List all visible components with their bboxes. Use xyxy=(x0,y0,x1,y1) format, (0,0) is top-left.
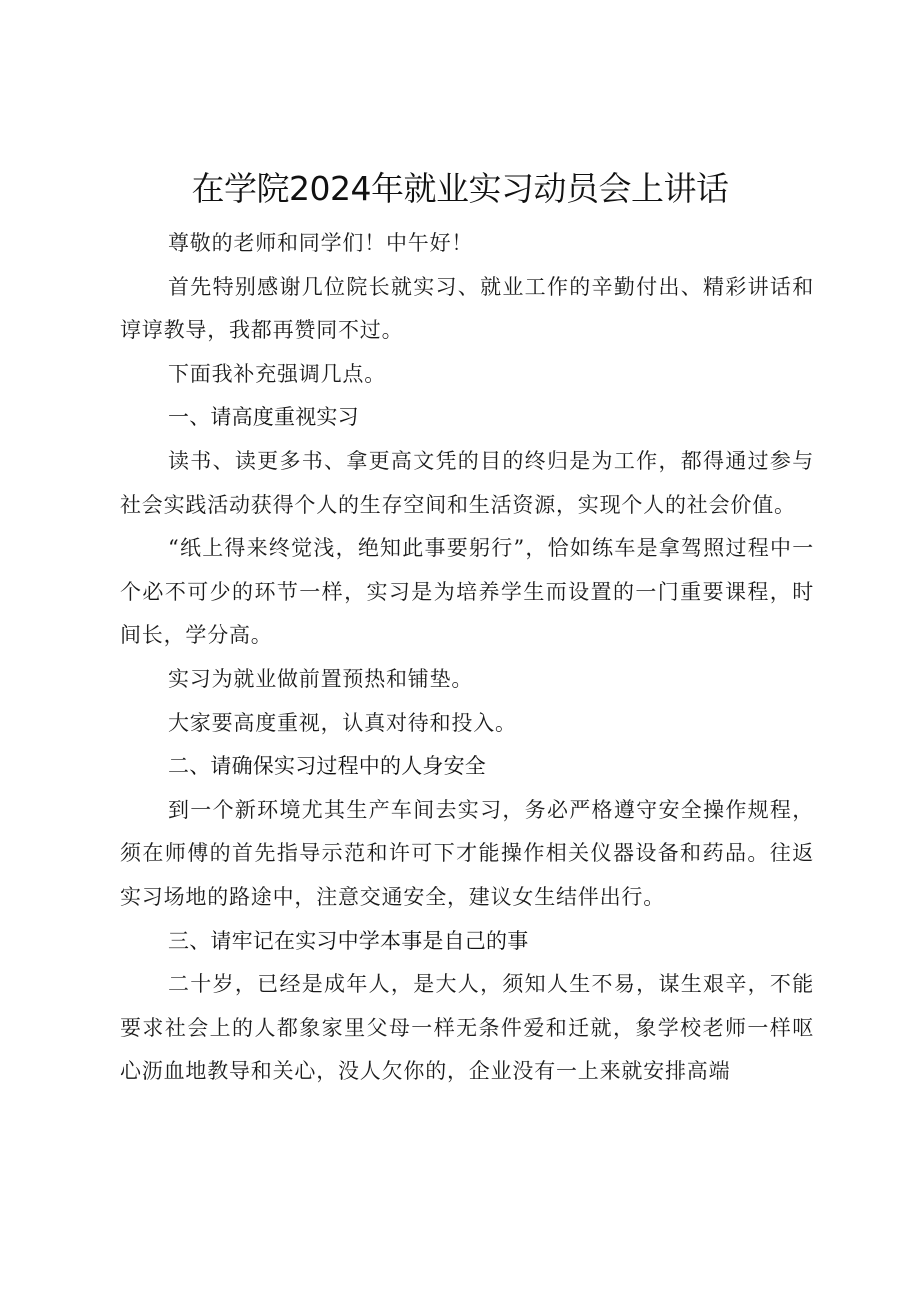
document-body xyxy=(120,222,814,1094)
section3-paragraph: 二十岁，已经是成年人，是大人，须知人生不易，谋生艰辛，不能要求社会上的人都象家里父母一样无条件爱和迁就，象学校老师一样呕心沥血地教导和关心，没人欠你的，企业没有一上来就安排高端 xyxy=(120,972,814,1084)
section1-paragraph: “纸上得来终觉浅，绝知此事要躬行”，恰如练车是拿驾照过程中一个必不可少的环节一样，实习是为培养学生而设置的一门重要课程，时间长，学分高。 xyxy=(120,536,814,648)
section-heading-1: 一、请高度重视实习 xyxy=(168,405,359,430)
section-heading-3: 三、请牢记在实习中学本事是自己的事 xyxy=(168,928,529,953)
section-heading-2: 二、请确保实习过程中的人身安全 xyxy=(168,754,486,779)
section1-paragraph: 实习为就业做前置预热和铺垫。 xyxy=(168,666,474,691)
intro-paragraph: 下面我补充强调几点。 xyxy=(168,361,386,386)
thanks-paragraph: 首先特别感谢几位院长就实习、就业工作的辛勤付出、精彩讲话和谆谆教导，我都再赞同不过。 xyxy=(120,274,814,343)
section2-paragraph: 到一个新环境尤其生产车间去实习，务必严格遵守安全操作规程，须在师傅的首先指导示范和许可下才能操作相关仪器设备和药品。往返实习场地的路途中，注意交通安全，建议女生结伴出行。 xyxy=(120,797,814,909)
document-title: 在学院2024年就业实习动员会上讲话 xyxy=(191,169,729,208)
section1-paragraph: 大家要高度重视，认真对待和投入。 xyxy=(168,710,517,735)
section1-paragraph: 读书、读更多书、拿更高文凭的目的终归是为工作，都得通过参与社会实践活动获得个人的生存空间和生活资源，实现个人的社会价值。 xyxy=(120,448,814,517)
greeting-paragraph: 尊敬的老师和同学们！中午好！ xyxy=(168,231,474,255)
